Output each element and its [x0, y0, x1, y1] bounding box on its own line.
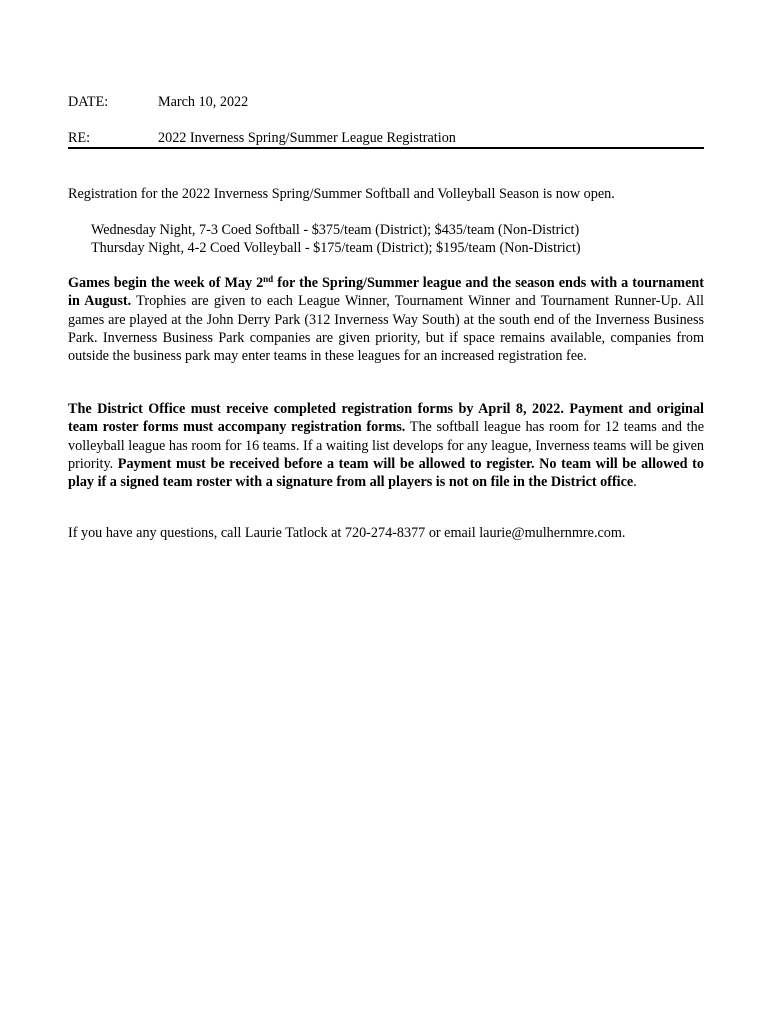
games-bold-end: for the Spring/Summer league and the season ends with a tournament in August. — [68, 275, 704, 310]
contact-paragraph: If you have any questions, call Laurie Tatlock at 720-274-8377 or email laurie@mulhernmre.com. — [68, 525, 626, 541]
closing-period: . — [633, 474, 637, 491]
header-divider — [68, 147, 704, 149]
intro-paragraph: Registration for the 2022 Inverness Spring/Summer Softball and Volleyball Season is now open. — [68, 186, 615, 202]
district-deadline-paragraph — [68, 400, 704, 491]
payment-requirement-bold-text: Payment must be received before a team will be allowed to register. No team will be allowed to play if a signed team roster with a signature from all players is not on file in the District office — [68, 455, 704, 491]
memo-subject-row — [68, 129, 704, 147]
games-details-text: Trophies are given to each League Winner, Tournament Winner and Tournament Runner-Up. All games are played at the John Derry Park (312 Inverness Way South) at the south end of the Inverness Business Park. Inverness Business Park companies are given priority, but if space remains available, companies from outside the business park may enter teams in these leagues for an increased registration fee. — [68, 293, 704, 365]
subject-label: RE: — [68, 130, 91, 146]
memo-date-row — [68, 93, 704, 111]
fee-list — [91, 221, 704, 257]
date-label: DATE: — [68, 94, 109, 110]
volleyball-fee-line: Thursday Night, 4-2 Coed Volleyball - $175/team (District); $195/team (Non-District) — [91, 240, 581, 256]
games-schedule-paragraph — [68, 274, 704, 365]
softball-fee-line: Wednesday Night, 7-3 Coed Softball - $375/team (District); $435/team (Non-District) — [91, 222, 580, 238]
ordinal-suffix: nd — [263, 274, 274, 284]
league-capacity-text: The softball league has room for 12 teams and the volleyball league has room for 16 teams. If a waiting list develops for any league, Inverness teams will be given priority. — [68, 419, 704, 472]
subject-value: 2022 Inverness Spring/Summer League Registration — [158, 130, 456, 146]
date-value: March 10, 2022 — [158, 94, 249, 110]
deadline-bold-text: The District Office must receive completed registration forms by April 8, 2022. Payment and original team roster forms must accompany registration forms. — [68, 401, 704, 436]
games-bold-start: Games begin the week of May 2 — [68, 275, 264, 291]
